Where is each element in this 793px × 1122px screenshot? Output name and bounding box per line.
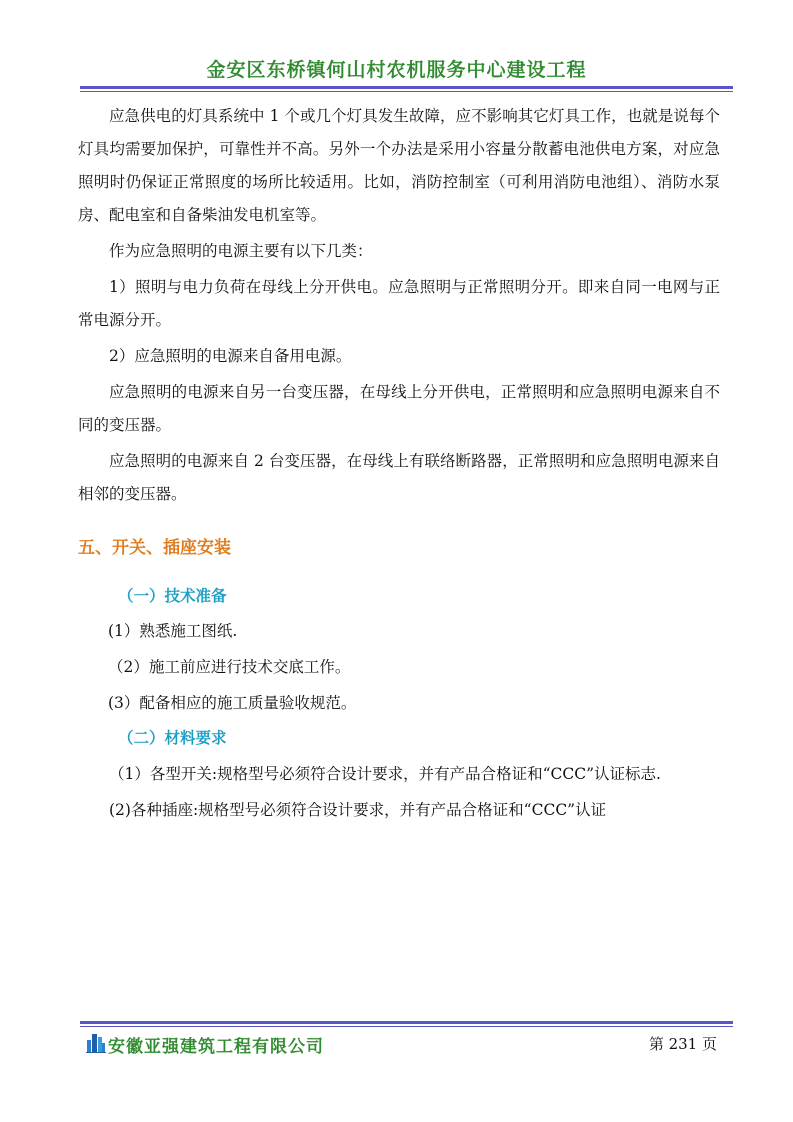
list-item: （1）各型开关:规格型号必须符合设计要求，并有产品合格证和“CCC”认证标志. xyxy=(109,765,661,783)
header-rule-thick xyxy=(80,86,733,89)
footer-page-number: 第 231 页 xyxy=(648,1035,717,1053)
header-title: 金安区东桥镇何山村农机服务中心建设工程 xyxy=(206,59,587,81)
footer-rule-thin xyxy=(80,1026,733,1027)
footer-company-name: 安徽亚强建筑工程有限公司 xyxy=(108,1037,324,1057)
paragraph-two-transformers: 应急照明的电源来自 2 台变压器，在母线上有联络断路器，正常照明和应急照明电源来自相邻的变压器。 xyxy=(78,452,720,503)
paragraph-emergency-lighting: 应急供电的灯具系统中 1 个或几个灯具发生故障，应不影响其它灯具工作，也就是说每个灯具均需要加保护，可靠性并不高。另外一个办法是采用小容量分散蓄电池供电方案，对应急照明时仍保证正常照度的场所比较适用。比如，消防控制室（可利用消防电池组）、消防水泵房、配电室和自备柴油发电机室等。 xyxy=(78,107,720,224)
footer-rule-thick xyxy=(80,1021,733,1024)
subsection-heading-materials: （二）材料要求 xyxy=(118,729,227,747)
subsection-heading-tech-prep: （一）技术准备 xyxy=(118,587,227,605)
document-body xyxy=(78,100,720,827)
paragraph-power-types: 作为应急照明的电源主要有以下几类： xyxy=(109,242,373,260)
paragraph-another-transformer: 应急照明的电源来自另一台变压器，在母线上分开供电，正常照明和应急照明电源来自不同的变压器。 xyxy=(78,383,720,434)
building-logo-icon xyxy=(86,1031,106,1053)
list-item: (3）配备相应的施工质量验收规范。 xyxy=(108,694,357,712)
section-heading: 五、开关、插座安装 xyxy=(78,538,231,558)
paragraph-type-2: 2）应急照明的电源来自备用电源。 xyxy=(109,347,352,365)
list-item: (1）熟悉施工图纸. xyxy=(108,622,238,640)
list-item: (2)各种插座:规格型号必须符合设计要求，并有产品合格证和“CCC”认证 xyxy=(109,801,607,819)
header-rule-thin xyxy=(80,91,733,92)
paragraph-type-1: 1）照明与电力负荷在母线上分开供电。应急照明与正常照明分开。即来自同一电网与正常电源分开。 xyxy=(78,278,720,329)
list-item: （2）施工前应进行技术交底工作。 xyxy=(108,658,351,676)
